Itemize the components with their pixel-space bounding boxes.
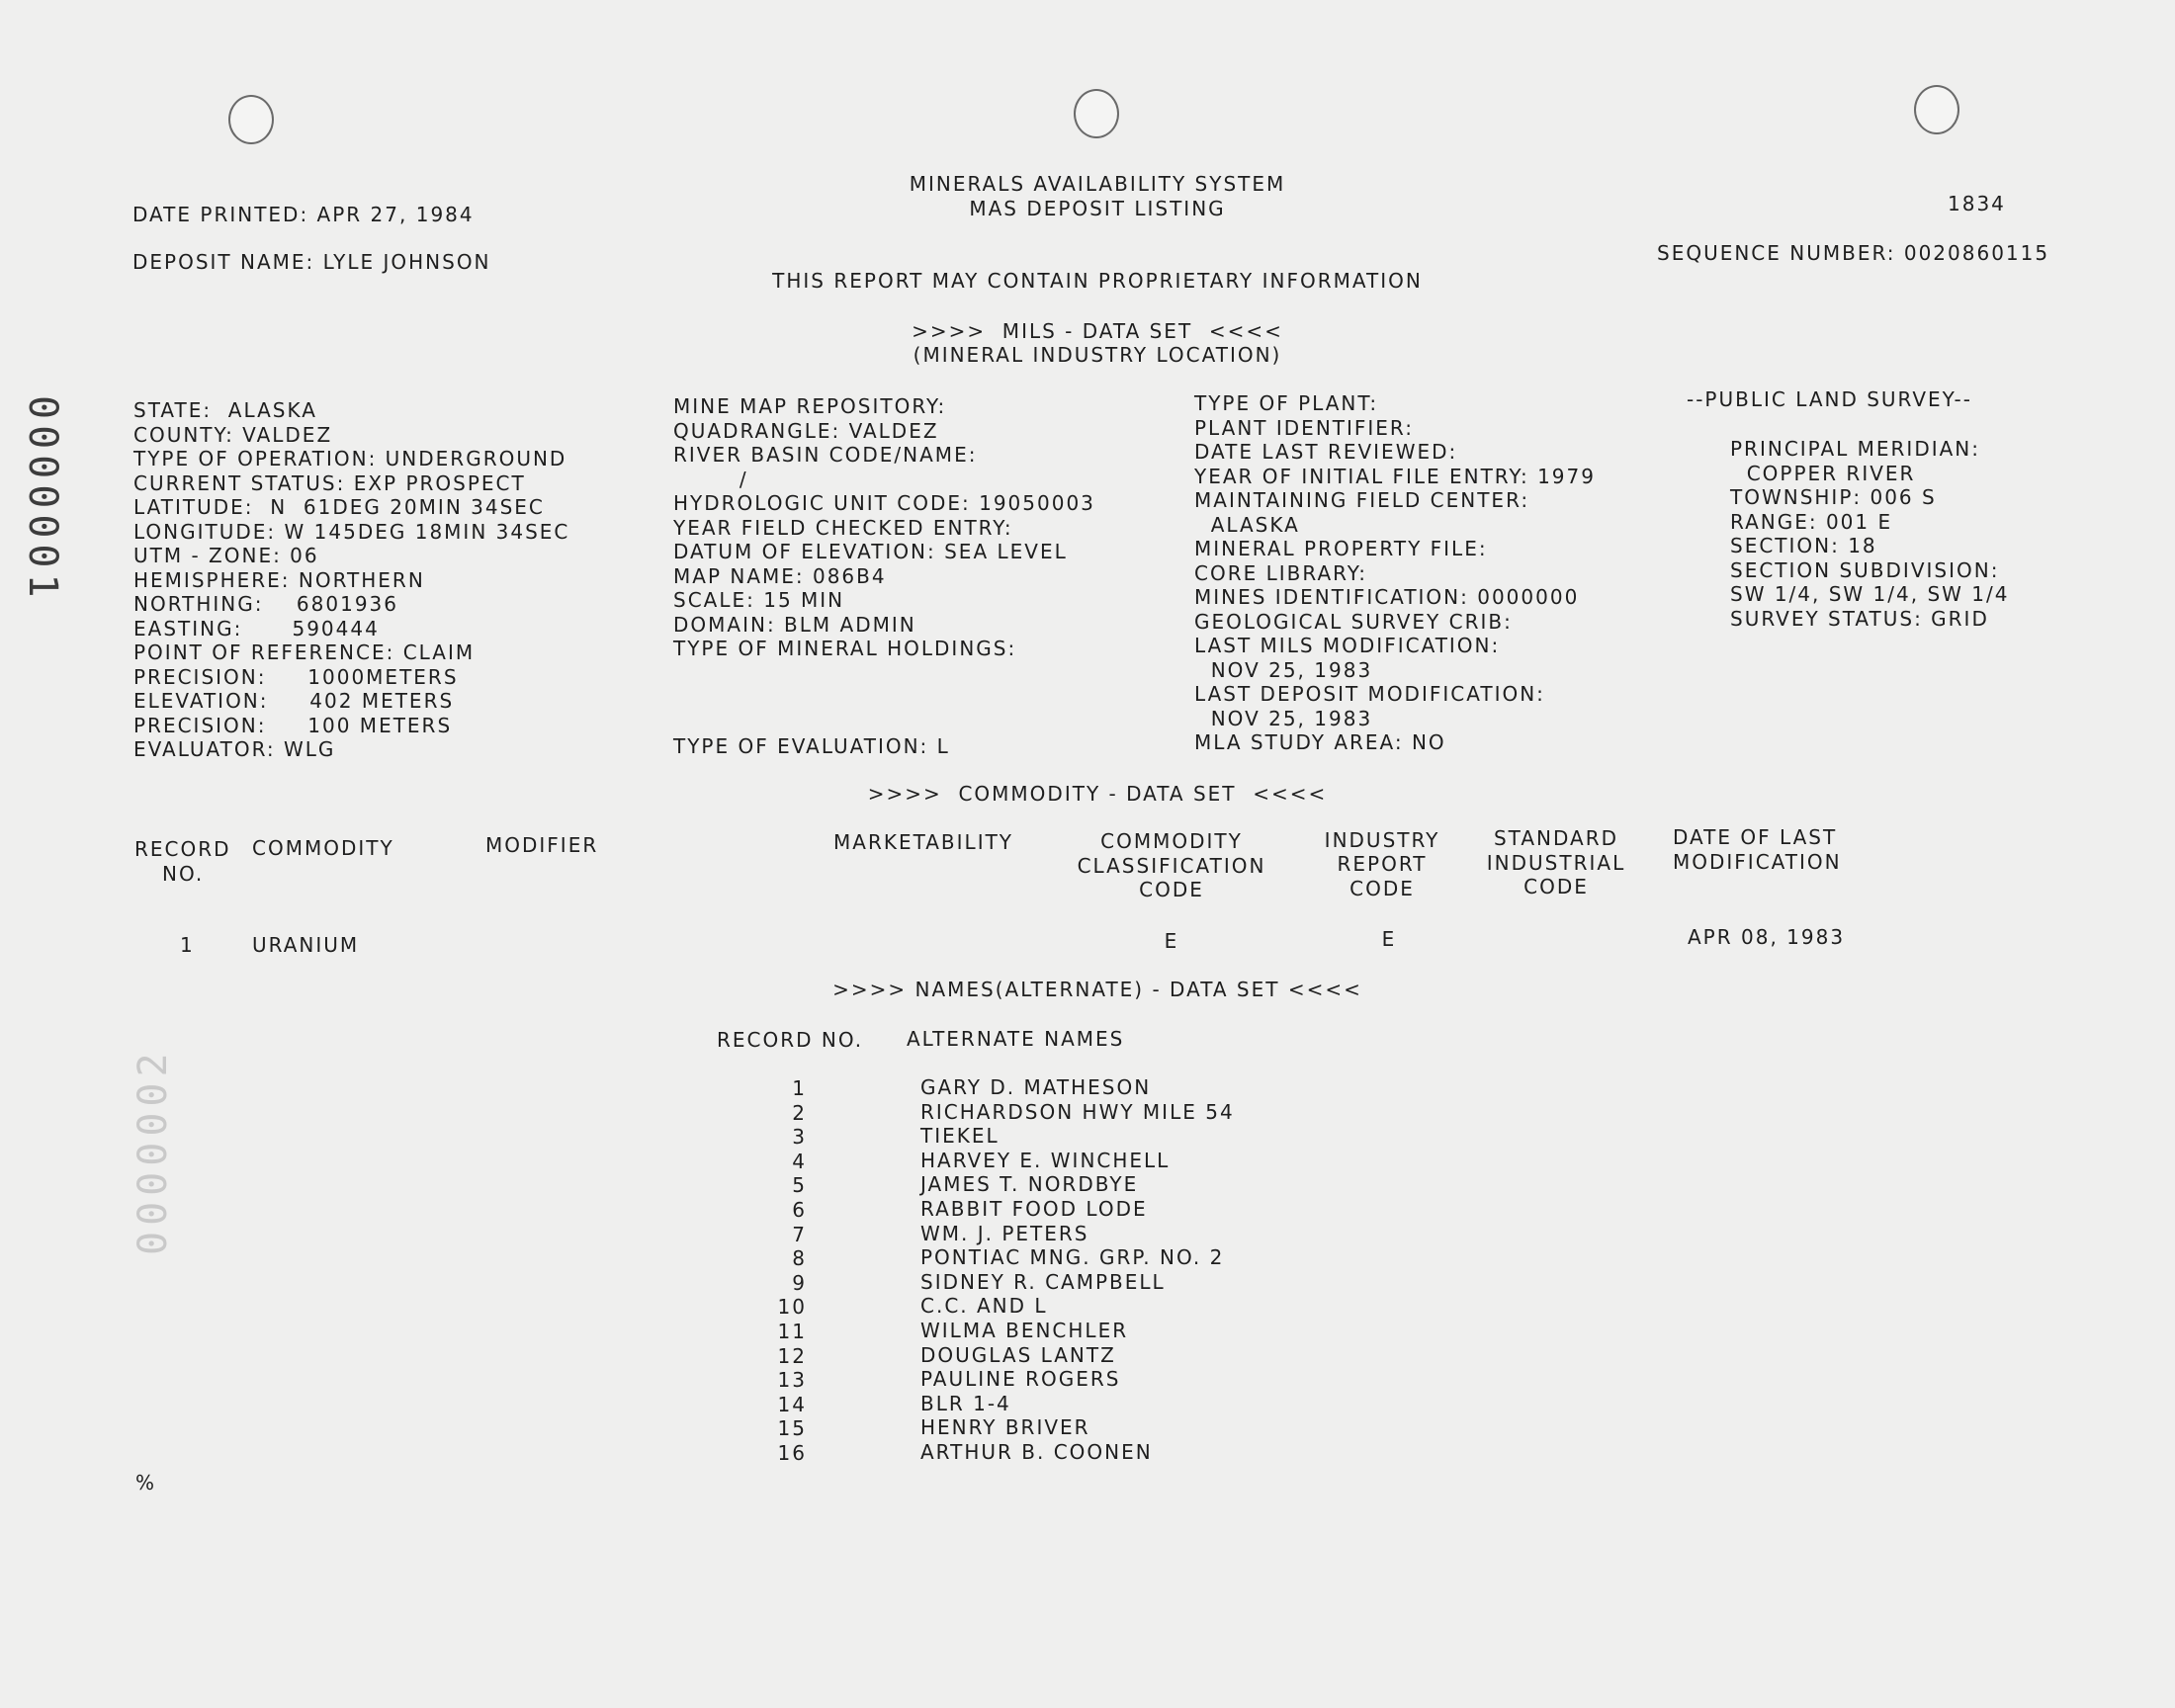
plant-field-line: DATE LAST REVIEWED: bbox=[1194, 440, 1458, 464]
location-field-line: TYPE OF OPERATION: UNDERGROUND bbox=[133, 447, 567, 470]
land-survey-field-line: PRINCIPAL MERIDIAN: bbox=[1730, 437, 1981, 461]
repository-field-line: DATUM OF ELEVATION: SEA LEVEL bbox=[673, 540, 1068, 563]
header-record: RECORD bbox=[134, 837, 231, 861]
alternate-name-record-no: 15 bbox=[777, 1416, 807, 1441]
alternate-name-record-no: 11 bbox=[777, 1320, 807, 1343]
listing-title: MAS DEPOSIT LISTING bbox=[969, 197, 1226, 220]
alternate-name-record-no: 10 bbox=[777, 1295, 807, 1320]
system-title: MINERALS AVAILABILITY SYSTEM bbox=[909, 172, 1286, 196]
location-field-line: CURRENT STATUS: EXP PROSPECT bbox=[133, 470, 526, 495]
header-commodity-classification-code-3: CODE bbox=[1139, 878, 1204, 901]
header-standard-industrial-code-1: STANDARD bbox=[1493, 826, 1619, 850]
plant-field-line: NOV 25, 1983 bbox=[1194, 706, 1373, 730]
alternate-name: ARTHUR B. COONEN bbox=[920, 1440, 1153, 1464]
alternate-name-record-no: 8 bbox=[792, 1246, 807, 1271]
location-field-line: LONGITUDE: W 145DEG 18MIN 34SEC bbox=[133, 519, 570, 544]
alternate-name-record-no: 2 bbox=[792, 1100, 807, 1125]
commodity-row-industry-report-code: E bbox=[1381, 927, 1397, 951]
header-industry-report-code-3: CODE bbox=[1349, 877, 1415, 900]
deposit-name: DEPOSIT NAME: LYLE JOHNSON bbox=[132, 250, 491, 274]
alternate-name: HENRY BRIVER bbox=[920, 1415, 1090, 1440]
plant-field-line: LAST DEPOSIT MODIFICATION: bbox=[1194, 682, 1545, 706]
repository-field-line: RIVER BASIN CODE/NAME: bbox=[673, 443, 978, 467]
punch-hole-right bbox=[1914, 85, 1959, 134]
land-survey-field-line: TOWNSHIP: 006 S bbox=[1730, 485, 1937, 509]
alternate-name-record-no: 14 bbox=[777, 1392, 807, 1416]
footer-percent-mark: % bbox=[135, 1471, 157, 1494]
plant-field-line: MAINTAINING FIELD CENTER: bbox=[1194, 488, 1530, 512]
plant-field-line: GEOLOGICAL SURVEY CRIB: bbox=[1194, 609, 1513, 634]
alternate-name-record-no: 6 bbox=[792, 1198, 807, 1222]
location-field-line: NORTHING: 6801936 bbox=[133, 592, 398, 616]
commodity-row-record: 1 bbox=[180, 933, 195, 957]
land-survey-field-line: COPPER RIVER bbox=[1730, 461, 1916, 485]
repository-field-line: / bbox=[673, 467, 748, 491]
location-field-line: COUNTY: VALDEZ bbox=[133, 422, 333, 447]
mils-column-plant bbox=[1194, 391, 1596, 755]
location-field-line: ELEVATION: 402 METERS bbox=[133, 689, 455, 713]
plant-field-line: MLA STUDY AREA: NO bbox=[1194, 730, 1446, 754]
plant-field-line: MINES IDENTIFICATION: 0000000 bbox=[1194, 585, 1580, 609]
alternate-name-record-no: 13 bbox=[777, 1368, 807, 1393]
header-industry-report-code-2: REPORT bbox=[1337, 852, 1428, 876]
punch-hole-center bbox=[1074, 89, 1119, 138]
repository-field-line: TYPE OF MINERAL HOLDINGS: bbox=[673, 637, 1017, 660]
mils-section-subtitle: (MINERAL INDUSTRY LOCATION) bbox=[913, 343, 1282, 367]
repository-field-line: YEAR FIELD CHECKED ENTRY: bbox=[673, 515, 1013, 540]
header-marketability: MARKETABILITY bbox=[833, 830, 1014, 854]
alternate-name: SIDNEY R. CAMPBELL bbox=[920, 1269, 1166, 1294]
repository-field-line: SCALE: 15 MIN bbox=[673, 588, 845, 612]
plant-field-line: LAST MILS MODIFICATION: bbox=[1194, 634, 1501, 657]
location-field-line: EVALUATOR: WLG bbox=[133, 737, 336, 761]
alternate-name: GARY D. MATHESON bbox=[920, 1075, 1152, 1099]
location-field-line: UTM - ZONE: 06 bbox=[133, 544, 319, 567]
mils-column-repository bbox=[673, 394, 1095, 661]
land-survey-field-line: SECTION SUBDIVISION: bbox=[1730, 557, 2000, 582]
alternate-name: BLR 1-4 bbox=[920, 1391, 1011, 1415]
header-standard-industrial-code-3: CODE bbox=[1523, 875, 1589, 898]
location-field-line: HEMISPHERE: NORTHERN bbox=[133, 567, 425, 592]
alternate-name-record-no: 9 bbox=[792, 1270, 807, 1295]
type-of-evaluation: TYPE OF EVALUATION: L bbox=[673, 734, 950, 758]
alternate-name: PONTIAC MNG. GRP. NO. 2 bbox=[920, 1245, 1225, 1270]
commodity-row-name: URANIUM bbox=[252, 933, 360, 957]
header-record-no: NO. bbox=[162, 862, 205, 886]
alternate-name-record-no: 16 bbox=[777, 1441, 807, 1465]
repository-field-line: MINE MAP REPOSITORY: bbox=[673, 394, 947, 418]
alternate-name-record-no: 7 bbox=[792, 1222, 807, 1246]
plant-field-line: ALASKA bbox=[1194, 512, 1300, 537]
location-field-line: STATE: ALASKA bbox=[133, 398, 317, 422]
commodity-row-date: APR 08, 1983 bbox=[1688, 925, 1846, 949]
land-survey-field-line: SURVEY STATUS: GRID bbox=[1730, 606, 1989, 631]
land-survey-field-line: RANGE: 001 E bbox=[1730, 509, 1893, 534]
alternate-name: RICHARDSON HWY MILE 54 bbox=[920, 1099, 1235, 1124]
alternate-name: PAULINE ROGERS bbox=[920, 1367, 1121, 1392]
sequence-number: SEQUENCE NUMBER: 0020860115 bbox=[1657, 241, 2050, 265]
location-field-line: EASTING: 590444 bbox=[133, 616, 380, 640]
header-modifier: MODIFIER bbox=[485, 833, 599, 857]
alternate-name-record-no: 5 bbox=[792, 1173, 807, 1198]
plant-field-line: NOV 25, 1983 bbox=[1194, 657, 1373, 682]
repository-field-line: DOMAIN: BLM ADMIN bbox=[673, 612, 916, 637]
side-stamp-number: 0000001 bbox=[20, 395, 65, 604]
header-date-of-last-modification-1: DATE OF LAST bbox=[1673, 825, 1838, 849]
faint-stamp-number: 0000002 bbox=[130, 1047, 176, 1255]
plant-field-line: YEAR OF INITIAL FILE ENTRY: 1979 bbox=[1194, 464, 1596, 488]
commodity-section-title: >>>> COMMODITY - DATA SET <<<< bbox=[867, 782, 1328, 806]
alternate-name: HARVEY E. WINCHELL bbox=[920, 1148, 1171, 1172]
land-survey-field-line: SW 1/4, SW 1/4, SW 1/4 bbox=[1730, 582, 2010, 606]
public-land-survey-title: --PUBLIC LAND SURVEY-- bbox=[1687, 387, 1972, 411]
mils-column-land-survey bbox=[1730, 437, 2009, 631]
repository-field-line: HYDROLOGIC UNIT CODE: 19050003 bbox=[673, 491, 1095, 515]
alternate-name: JAMES T. NORDBYE bbox=[920, 1172, 1139, 1197]
location-field-line: LATITUDE: N 61DEG 20MIN 34SEC bbox=[133, 495, 545, 519]
header-standard-industrial-code-2: INDUSTRIAL bbox=[1486, 851, 1626, 875]
plant-field-line: PLANT IDENTIFIER: bbox=[1194, 415, 1414, 440]
plant-field-line: TYPE OF PLANT: bbox=[1194, 391, 1379, 415]
names-header-alternate-names: ALTERNATE NAMES bbox=[907, 1027, 1125, 1051]
repository-field-line: MAP NAME: 086B4 bbox=[673, 563, 887, 588]
alternate-name: WILMA BENCHLER bbox=[920, 1319, 1129, 1342]
names-section-title: >>>> NAMES(ALTERNATE) - DATA SET <<<< bbox=[832, 978, 1362, 1001]
alternate-name: C.C. AND L bbox=[920, 1294, 1048, 1319]
names-header-record-no: RECORD NO. bbox=[717, 1028, 864, 1052]
location-field-line: PRECISION: 100 METERS bbox=[133, 713, 453, 737]
date-printed: DATE PRINTED: APR 27, 1984 bbox=[132, 203, 475, 226]
header-commodity-classification-code-1: COMMODITY bbox=[1100, 829, 1243, 853]
header-date-of-last-modification-2: MODIFICATION bbox=[1673, 850, 1842, 874]
mils-column-location bbox=[133, 398, 569, 762]
alternate-name: DOUGLAS LANTZ bbox=[920, 1342, 1116, 1367]
alternate-name-record-no: 12 bbox=[777, 1343, 807, 1368]
repository-field-line: QUADRANGLE: VALDEZ bbox=[673, 418, 939, 443]
header-commodity: COMMODITY bbox=[252, 836, 394, 860]
alternate-name: RABBIT FOOD LODE bbox=[920, 1197, 1148, 1221]
location-field-line: PRECISION: 1000METERS bbox=[133, 664, 459, 689]
header-industry-report-code-1: INDUSTRY bbox=[1324, 828, 1440, 852]
alternate-name: WM. J. PETERS bbox=[920, 1221, 1089, 1245]
alternate-name-record-no: 4 bbox=[792, 1149, 807, 1173]
plant-field-line: CORE LIBRARY: bbox=[1194, 560, 1368, 585]
alternate-name-record-no: 1 bbox=[792, 1076, 807, 1100]
punch-hole-left bbox=[228, 95, 274, 144]
location-field-line: POINT OF REFERENCE: CLAIM bbox=[133, 640, 476, 664]
land-survey-field-line: SECTION: 18 bbox=[1730, 534, 1877, 557]
plant-field-line: MINERAL PROPERTY FILE: bbox=[1194, 537, 1488, 560]
mils-section-title: >>>> MILS - DATA SET <<<< bbox=[912, 319, 1283, 343]
alternate-name-record-no: 3 bbox=[792, 1125, 807, 1150]
page-number: 1834 bbox=[1948, 192, 2006, 215]
commodity-row-classification-code: E bbox=[1164, 929, 1179, 953]
alternate-name: TIEKEL bbox=[920, 1124, 1000, 1149]
header-commodity-classification-code-2: CLASSIFICATION bbox=[1077, 854, 1266, 878]
proprietary-notice: THIS REPORT MAY CONTAIN PROPRIETARY INFORMATION bbox=[772, 269, 1423, 293]
